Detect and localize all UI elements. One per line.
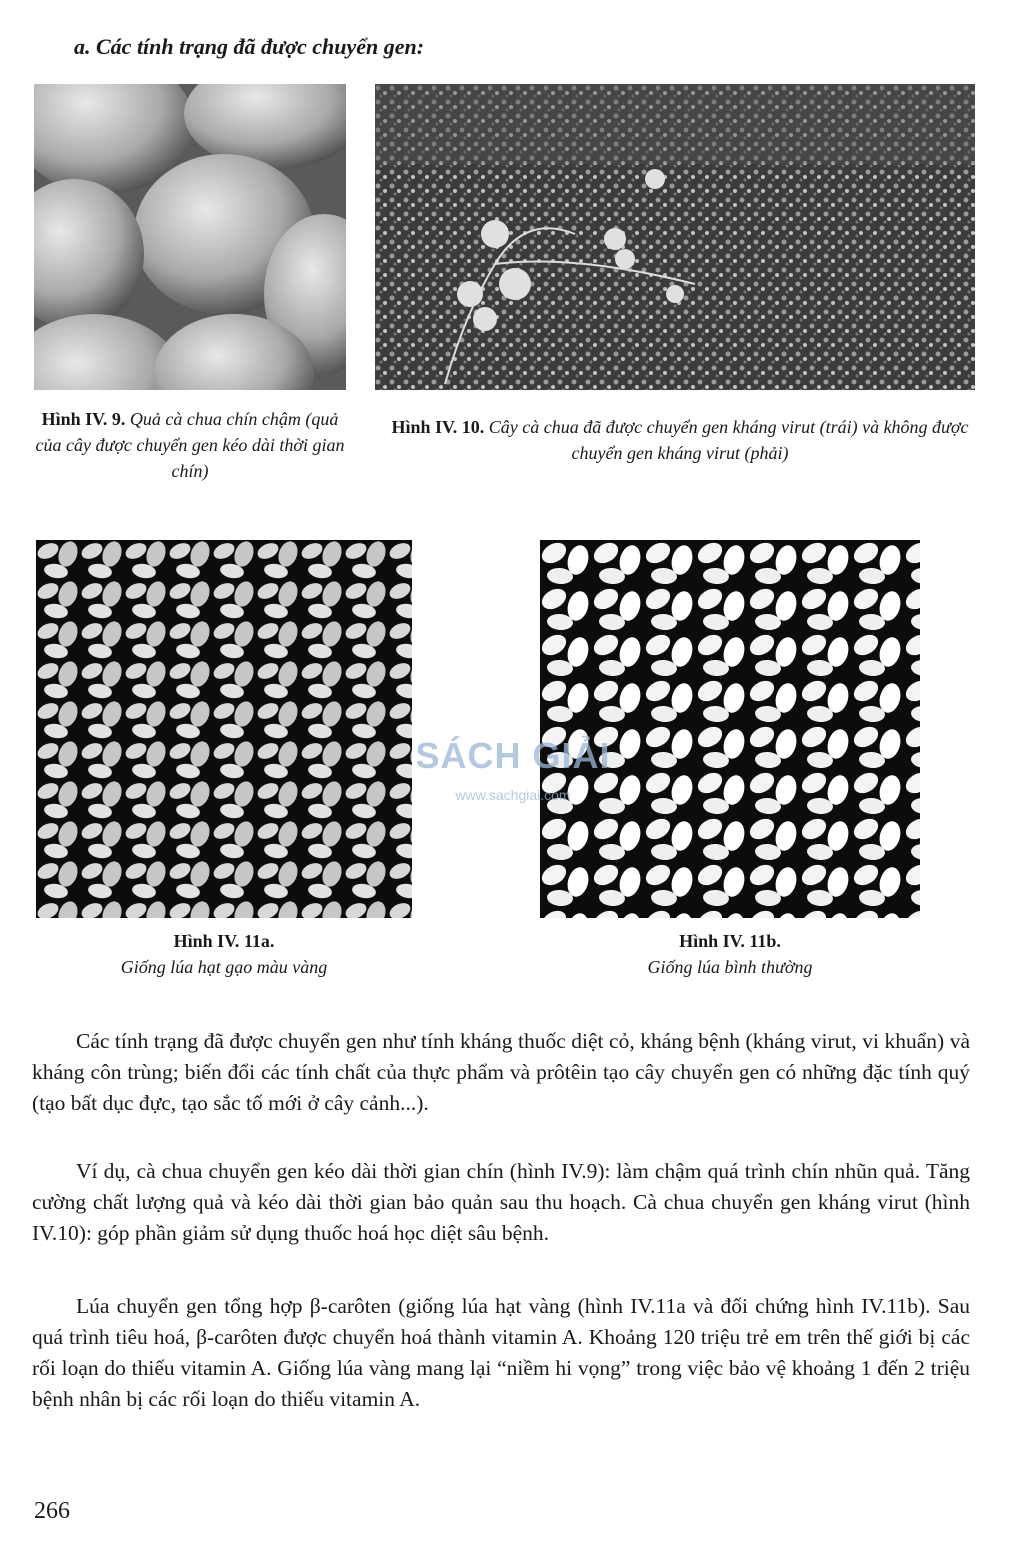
figure-text-11a: Giống lúa hạt gạo màu vàng xyxy=(120,957,328,977)
tomato-photo xyxy=(34,84,346,390)
figure-text-10: Cây cà chua đã được chuyển gen kháng virut (trái) và không được chuyển gen kháng virut (phải) xyxy=(488,417,969,463)
paragraph-2 xyxy=(32,1156,970,1249)
figure-caption-11b xyxy=(540,928,920,980)
section-heading: a. Các tính trạng đã được chuyển gen: xyxy=(74,34,425,59)
figure-caption-9 xyxy=(34,406,346,484)
figure-label-11b: Hình IV. 11b. xyxy=(679,931,781,951)
paragraph-3 xyxy=(32,1291,970,1415)
tomato-image xyxy=(34,84,346,390)
figure-text-9: Quả cà chua chín chậm (quả của cây được chuyển gen kéo dài thời gian chín) xyxy=(35,409,345,481)
tomato-field-photo xyxy=(375,84,975,390)
watermark xyxy=(408,736,618,826)
figure-text-11b: Giống lúa bình thường xyxy=(647,957,813,977)
normal-rice-image xyxy=(540,540,920,918)
paragraph-1-text: Các tính trạng đã được chuyển gen như tính kháng thuốc diệt cỏ, kháng bệnh (kháng virut, vi khuẩn) và kháng côn trùng; biến đổi các tính chất của thực phẩm và prôtêin tạo cây chuyển gen có những đặc tính quý (tạo bất dục đực, tạo sắc tố mới ở cây cảnh...). xyxy=(32,1029,970,1115)
watermark-title: SÁCH GIẢI xyxy=(415,735,611,776)
tomato-field-image xyxy=(375,84,975,390)
golden-rice-image xyxy=(36,540,412,918)
page-number: 266 xyxy=(34,1498,70,1524)
paragraph-2-text: Ví dụ, cà chua chuyển gen kéo dài thời gian chín (hình IV.9): làm chậm quá trình chín nhũn quả. Tăng cường chất lượng quả và kéo dài thời gian bảo quản sau thu hoạch. Cà chua chuyển gen kháng virut (hình IV.10): góp phần giảm sử dụng thuốc hoá học diệt sâu bệnh. xyxy=(32,1159,970,1245)
watermark-url: www.sachgiai.com xyxy=(455,787,571,803)
paragraph-3-text: Lúa chuyển gen tổng hợp β-carôten (giống lúa hạt vàng (hình IV.11a và đối chứng hình IV.11b). Sau quá trình tiêu hoá, β-carôten được chuyển hoá thành vitamin A. Khoảng 120 triệu trẻ em trên thế giới bị các rối loạn do thiếu vitamin A. Giống lúa vàng mang lại “niềm hi vọng” trong việc bảo vệ khoảng 1 đến 2 triệu bệnh nhân bị các rối loạn do thiếu vitamin A. xyxy=(32,1294,970,1411)
figure-caption-10 xyxy=(380,414,980,466)
figure-label-10: Hình IV. 10. xyxy=(391,417,485,437)
figure-label-11a: Hình IV. 11a. xyxy=(173,931,275,951)
golden-rice-photo xyxy=(36,540,412,918)
figure-caption-11a xyxy=(36,928,412,980)
figure-label-9: Hình IV. 9. xyxy=(41,409,126,429)
paragraph-1 xyxy=(32,1026,970,1119)
normal-rice-photo xyxy=(540,540,920,918)
